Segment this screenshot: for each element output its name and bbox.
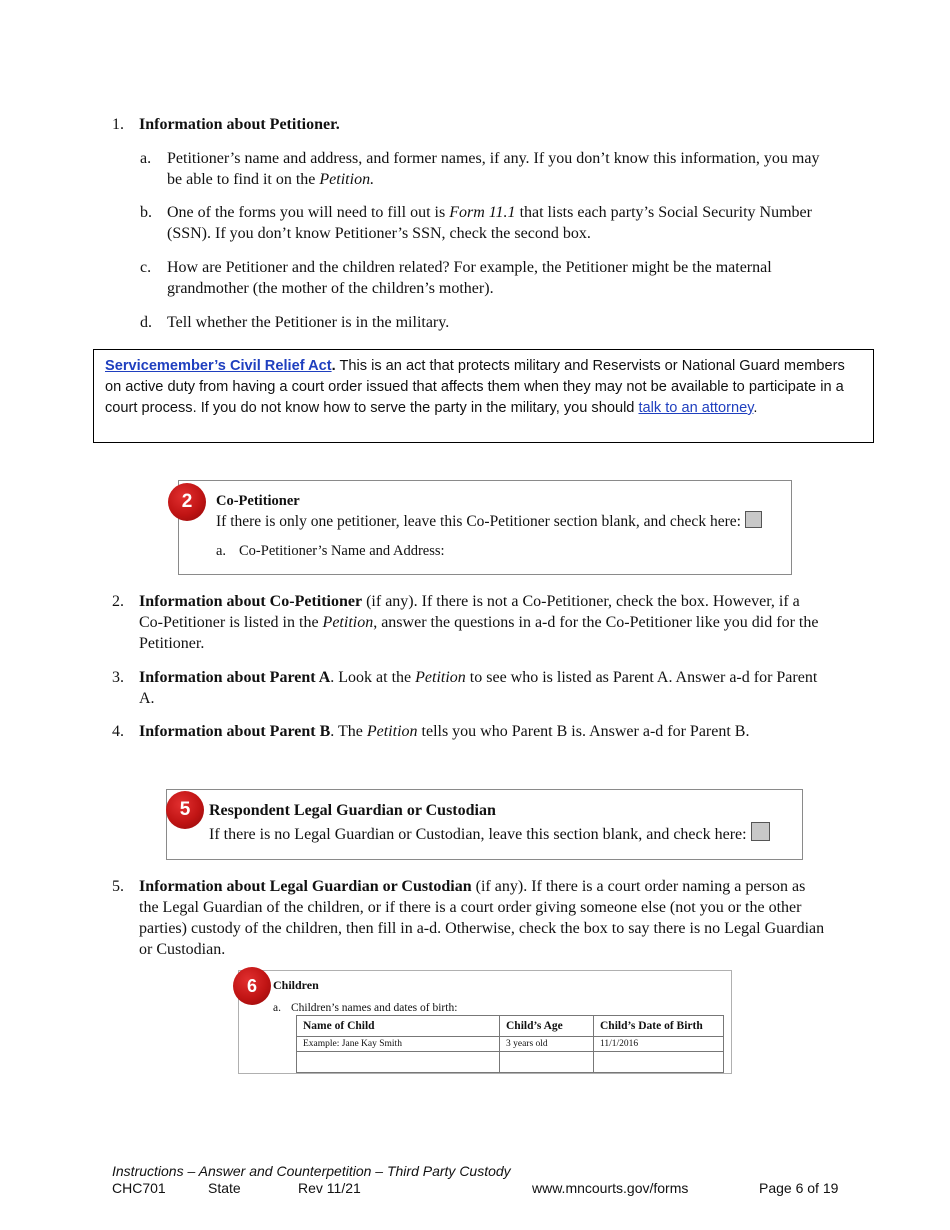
item-legal-guardian (139, 876, 869, 960)
footer-document-title: Instructions – Answer and Counterpetition – Third Party Custody (112, 1163, 511, 1179)
co-petitioner-instruction: If there is only one petitioner, leave this Co-Petitioner section blank, and check here: (216, 511, 762, 532)
item-5-line1: Information about Legal Guardian or Custodian (if any). If there is a court order naming a person as (139, 878, 806, 895)
table-cell[interactable] (500, 1052, 594, 1073)
table-cell: 3 years old (500, 1037, 594, 1052)
table-row-empty (297, 1052, 724, 1073)
guardian-title: Respondent Legal Guardian or Custodian (209, 802, 496, 819)
item-5-line3: parties) custody of the children, then fill in a-d. Otherwise, check the box to say there is no Legal Guardian (139, 920, 825, 937)
item-5-line4: or Custodian. (139, 941, 226, 958)
sub-letter: d. (140, 314, 152, 331)
children-title: Children (273, 978, 319, 992)
section-badge-5: 5 (166, 791, 204, 829)
talk-to-attorney-link[interactable]: talk to an attorney (638, 400, 754, 416)
co-petitioner-sub-letter: a. (216, 543, 227, 559)
item-co-petitioner (139, 591, 869, 654)
header-childs-dob: Child’s Date of Birth (594, 1016, 724, 1037)
table-row-example (297, 1037, 724, 1052)
children-dob-label: Children’s names and dates of birth: (291, 1002, 458, 1014)
co-petitioner-name-address-label: Co-Petitioner’s Name and Address: (239, 543, 445, 559)
scra-link[interactable]: Servicemember’s Civil Relief Act (105, 358, 332, 374)
scra-period: . (331, 358, 336, 374)
sub-item-a (167, 148, 867, 190)
item-parent-a (139, 667, 869, 709)
sub-item-c-line2: grandmother (the mother of the children’s mother). (167, 280, 494, 297)
sub-item-b-line2: (SSN). If you don’t know Petitioner’s SSN, check the second box. (167, 225, 591, 242)
item-3-line2: A. (139, 690, 155, 707)
sub-letter: c. (140, 259, 152, 276)
children-table (296, 1015, 724, 1073)
sub-letter: b. (140, 204, 152, 221)
header-childs-age: Child’s Age (500, 1016, 594, 1037)
guardian-checkbox[interactable] (751, 822, 770, 841)
scra-end: . (753, 400, 758, 416)
scra-callout-box (93, 349, 874, 443)
item-2-line3: Petitioner. (139, 635, 205, 652)
footer-revision: Rev 11/21 (298, 1180, 361, 1196)
item-number: 1. (112, 116, 124, 133)
header-name-of-child: Name of Child (297, 1016, 500, 1037)
table-cell: Example: Jane Kay Smith (297, 1037, 500, 1052)
sub-item-d: Tell whether the Petitioner is in the military. (167, 314, 450, 331)
sub-item-a-line1: Petitioner’s name and address, and former names, if any. If you don’t know this information, you may (167, 150, 820, 167)
sub-item-b-line1: One of the forms you will need to fill out is Form 11.1 that lists each party’s Social Security Number (167, 204, 812, 221)
item-number: 4. (112, 723, 124, 740)
item-3-line1: Information about Parent A. Look at the Petition to see who is listed as Parent A. Answer a-d for Parent (139, 669, 818, 686)
footer-state: State (208, 1180, 241, 1196)
item-2-line1: Information about Co-Petitioner (if any). If there is not a Co-Petitioner, check the box. However, if a (139, 593, 800, 610)
item-title-petitioner: Information about Petitioner. (139, 116, 340, 133)
children-sub-letter: a. (273, 1002, 281, 1014)
footer-page-number: Page 6 of 19 (759, 1180, 839, 1196)
sub-item-c (167, 257, 867, 299)
sub-item-b (167, 202, 867, 244)
guardian-instruction: If there is no Legal Guardian or Custodian, leave this section blank, and check here: (209, 822, 770, 845)
co-petitioner-checkbox[interactable] (745, 511, 762, 528)
scra-text: This is an act that protects military and Reservists or National Guard members on active duty from having a court order issued that affects them when they may not be available to participate in a court process. If you do not know how to serve the party in the military, you should (105, 358, 845, 416)
table-cell[interactable] (594, 1052, 724, 1073)
item-parent-b: Information about Parent B. The Petition tells you who Parent B is. Answer a-d for Parent B. (139, 723, 750, 740)
table-header-row (297, 1016, 724, 1037)
item-number: 2. (112, 593, 124, 610)
section-badge-2: 2 (168, 483, 206, 521)
footer-form-code: CHC701 (112, 1180, 166, 1196)
co-petitioner-title: Co-Petitioner (216, 493, 300, 509)
item-number: 5. (112, 878, 124, 895)
item-number: 3. (112, 669, 124, 686)
section-badge-6: 6 (233, 967, 271, 1005)
table-cell: 11/1/2016 (594, 1037, 724, 1052)
table-cell[interactable] (297, 1052, 500, 1073)
sub-letter: a. (140, 150, 152, 167)
item-2-line2: Co-Petitioner is listed in the Petition, answer the questions in a-d for the Co-Petitioner like you did for the (139, 614, 819, 631)
sub-item-c-line1: How are Petitioner and the children related? For example, the Petitioner might be the maternal (167, 259, 772, 276)
sub-item-a-line2: be able to find it on the Petition. (167, 171, 375, 188)
footer-url: www.mncourts.gov/forms (532, 1180, 689, 1196)
item-5-line2: the Legal Guardian of the children, or if there is a court order giving someone else (not you or the other (139, 899, 802, 916)
